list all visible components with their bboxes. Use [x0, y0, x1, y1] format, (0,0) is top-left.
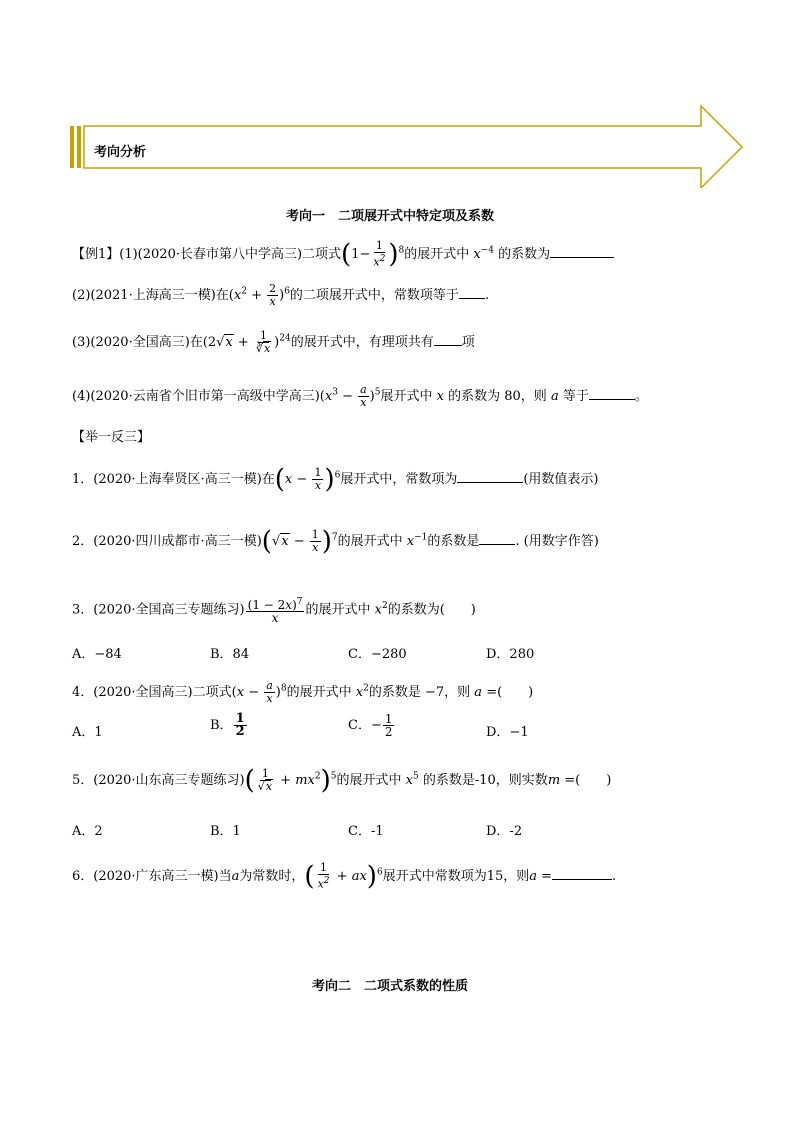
- p4-middle: 的系数是 −7，则: [368, 685, 471, 700]
- example-q4: (4)(2020·云南省个旧市第一高级中学高三)($x^3$ − $\frac{a}{x}$ )$^5$展开式中 x 的系数为 80，则 a 等于 。: [72, 383, 648, 409]
- answer-blank: [479, 544, 515, 545]
- q4-middle: 的系数为 80，则: [448, 389, 547, 404]
- option-a[interactable]: A．2: [72, 824, 103, 839]
- answer-blank: [589, 399, 635, 400]
- p6-mid1: 为常数时，: [239, 868, 305, 884]
- option-b[interactable]: B． $\frac{1}{2}$: [210, 711, 245, 739]
- practice-q3: 3．(2020·全国高三专题练习) $\frac{(1 - 2x)^7}{x}$ 的展开式中 $x^2$的系数为( ): [72, 597, 476, 625]
- p5-suffix: 的展开式中: [336, 773, 402, 788]
- q4-suffix: 展开式中: [380, 389, 433, 404]
- p1-prefix: 1．(2020·上海奉贤区·高三一模)在: [72, 472, 275, 487]
- option-b-label: B．: [210, 718, 233, 733]
- p6-end: .: [612, 868, 617, 884]
- p3-tail: 的系数为( ): [387, 602, 476, 618]
- option-d[interactable]: D．280: [486, 647, 535, 662]
- q3-tail: 项: [461, 335, 475, 350]
- p6-tail: =: [541, 868, 553, 884]
- banner-arrow-icon: [70, 104, 746, 188]
- banner-label: 考向分析: [94, 145, 147, 160]
- example-q2: (2)(2021·上海高三一模)在($x^2$ + $\frac{2}{x}$ )$^6$的二项展开式中，常数项等于 .: [72, 282, 490, 308]
- practice-q1: 1．(2020·上海奉贤区·高三一模)在(x − $\frac{1}{x}$ )$^6$展开式中，常数项为 (用数值表示): [72, 464, 599, 495]
- q2-suffix: 的二项展开式中，常数项等于: [289, 288, 459, 303]
- section-banner: [70, 104, 746, 188]
- p4-suffix: 的展开式中: [286, 685, 352, 700]
- option-c-label: C．−: [348, 718, 382, 733]
- example-q3: (3)(2020·全国高三)在(2√x + $\frac{1}{∛x}$ )$^{24}$的展开式中，有理项共有 项: [72, 329, 475, 355]
- p3-prefix: 3．(2020·全国高三专题练习): [72, 602, 245, 618]
- p2-middle: 的系数是: [427, 534, 480, 549]
- q4-tail: 等于: [562, 389, 589, 404]
- option-b[interactable]: B．1: [210, 824, 241, 839]
- practice-q4: 4．(2020·全国高三)二项式(x − $\frac{a}{x}$ )$^8$的展开式中 $x^2$的系数是 −7，则 a =( ): [72, 679, 534, 705]
- option-c[interactable]: C．-1: [348, 824, 384, 839]
- p1-tail: (用数值表示): [523, 472, 599, 487]
- q2-prefix: (2)(2021·上海高三一模)在: [72, 288, 229, 303]
- p4-tail: =( ): [486, 685, 534, 700]
- q4-end: 。: [634, 389, 648, 404]
- practice-q6: 6．(2020·广东高三一模)当a为常数时，( $\frac{1}{x^2}$ + ax)$^6$展开式中常数项为15，则a = .: [72, 861, 617, 892]
- section-title-2: 考向二 二项式系数的性质: [312, 979, 469, 994]
- p6-suffix: 展开式中常数项为15，则: [382, 868, 530, 884]
- q4-prefix: (4)(2020·云南省个旧市第一高级中学高三): [72, 389, 320, 404]
- answer-blank: [552, 879, 612, 880]
- q2-tail: .: [484, 288, 490, 303]
- option-a[interactable]: A．1: [72, 725, 103, 740]
- answer-blank: [434, 345, 462, 346]
- option-a[interactable]: A．−84: [72, 647, 122, 662]
- practice-heading: 【举一反三】: [72, 430, 151, 445]
- p2-suffix: 的展开式中: [337, 534, 403, 549]
- practice-q2: 2．(2020·四川成都市·高三一模)(√x − $\frac{1}{x}$ )$^7$的展开式中 $x^{-1}$的系数是 . (用数字作答): [72, 526, 599, 557]
- p5-tail: =( ): [564, 773, 612, 788]
- q1-tail: 的系数为: [498, 246, 551, 262]
- p5-prefix: 5．(2020·山东高三专题练习): [72, 773, 245, 788]
- p2-tail: . (用数字作答): [515, 534, 599, 549]
- q3-prefix: (3)(2020·全国高三)在: [72, 335, 203, 350]
- option-d[interactable]: D．-2: [486, 824, 523, 839]
- p4-prefix: 4．(2020·全国高三)二项式: [72, 685, 232, 700]
- p6-prefix: 6．(2020·广东高三一模)当: [72, 868, 232, 884]
- practice-q5: 5．(2020·山东高三专题练习)( $\frac{1}{√x}$ + $mx^2)^5$的展开式中 $x^5$ 的系数是-10，则实数m =( ): [72, 765, 612, 796]
- section-title-1: 考向一 二项展开式中特定项及系数: [286, 209, 495, 224]
- q1-suffix: 的展开式中: [404, 246, 470, 262]
- p1-suffix: 展开式中，常数项为: [340, 472, 458, 487]
- option-c[interactable]: C．− $\frac{1}{2}$: [348, 712, 393, 739]
- example-q1: 【例1】(1)(2020·长春市第八中学高三)二项式(1− $\frac{1}{x^2}$ )$^8$的展开式中 $x^{-4}$ 的系数为: [72, 240, 614, 269]
- answer-blank: [459, 298, 485, 299]
- option-b[interactable]: B．84: [210, 647, 250, 662]
- option-d[interactable]: D．−1: [486, 725, 529, 740]
- p3-suffix: 的展开式中: [305, 602, 371, 618]
- q1-prefix: 【例1】(1)(2020·长春市第八中学高三)二项式: [72, 246, 342, 262]
- q3-suffix: 的展开式中，有理项共有: [290, 335, 434, 350]
- option-c[interactable]: C．−280: [348, 647, 407, 662]
- answer-blank: [457, 482, 523, 483]
- p5-middle: 的系数是-10，则实数: [422, 773, 548, 788]
- p2-prefix: 2．(2020·四川成都市·高三一模): [72, 534, 262, 549]
- answer-blank: [550, 257, 614, 258]
